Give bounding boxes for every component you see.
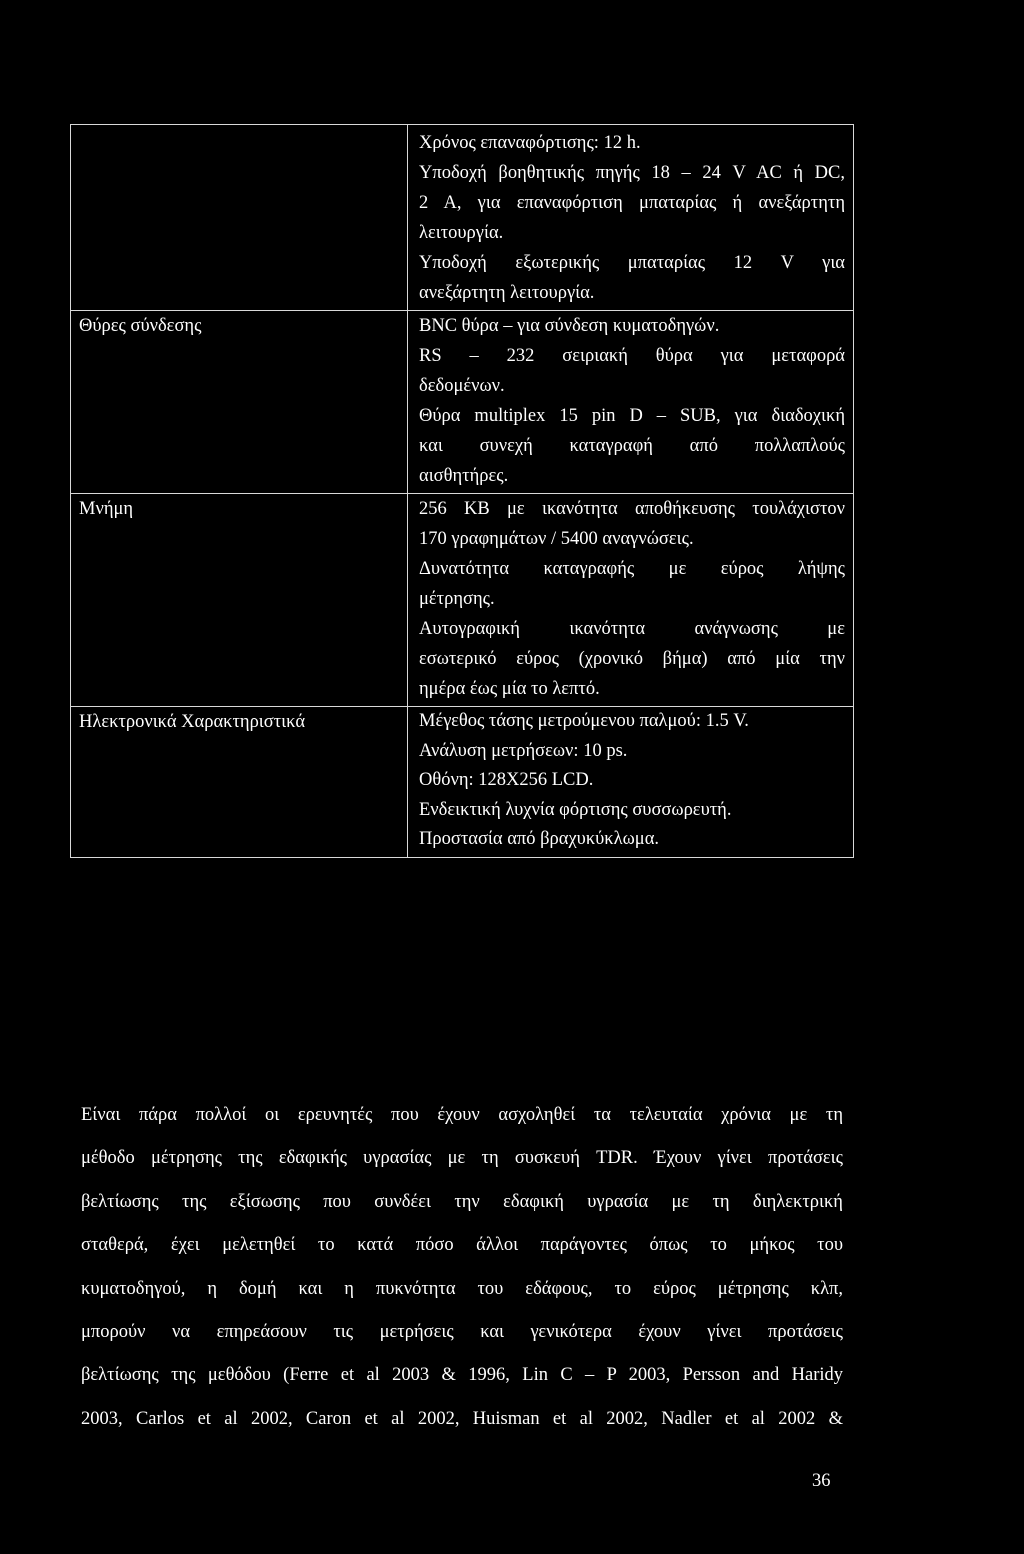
table-row [71, 494, 854, 707]
specifications-table [70, 124, 854, 858]
paragraph-line: βελτίωσης της εξίσωσης που συνδέει την εδαφική υγρασία με τη διηλεκτρική [81, 1191, 843, 1212]
spec-line: 2 A, για επαναφόρτιση μπαταρίας ή ανεξάρτητη [419, 193, 845, 213]
paragraph-line: σταθερά, έχει μελετηθεί το κατά πόσο άλλοι παράγοντες όπως το μήκος του [81, 1235, 843, 1256]
row-label: Ηλεκτρονικά Χαρακτηριστικά [79, 712, 306, 732]
spec-line: Θύρα multiplex 15 pin D – SUB, για διαδοχική [419, 406, 845, 426]
table-row [71, 311, 854, 494]
row-label-cell [71, 707, 408, 858]
paragraph-line: Είναι πάρα πολλοί οι ερευνητές που έχουν ασχοληθεί τα τελευταία χρόνια με τη [81, 1105, 843, 1125]
spec-line: 170 γραφημάτων / 5400 αναγνώσεις. [419, 529, 694, 549]
spec-line: 256 KB με ικανότητα αποθήκευσης τουλάχιστον [419, 499, 845, 519]
spec-line: Αυτογραφική ικανότητα ανάγνωσης με [419, 619, 845, 639]
spec-line: δεδομένων. [419, 376, 505, 396]
row-content-cell [408, 125, 854, 311]
row-label-cell [71, 311, 408, 494]
spec-line: ημέρα έως μία το λεπτό. [419, 679, 600, 699]
spec-line: RS – 232 σειριακή θύρα για μεταφορά [419, 346, 845, 366]
paragraph-line: μέθοδο μέτρησης της εδαφικής υγρασίας με τη συσκευή TDR. Έχουν γίνει προτάσεις [81, 1148, 843, 1169]
spec-line: εσωτερικό εύρος (χρονικό βήμα) από μία την [419, 649, 845, 669]
specifications-table-body [71, 125, 854, 858]
spec-line: Οθόνη: 128X256 LCD. [419, 770, 594, 791]
paragraph-line: βελτίωσης της μεθόδου (Ferre et al 2003 & 1996, Lin C – P 2003, Persson and Haridy [81, 1365, 843, 1386]
paragraph-line: κυματοδηγού, η δομή και η πυκνότητα του εδάφους, το εύρος μέτρησης κλπ, [81, 1278, 843, 1299]
spec-line: Υποδοχή βοηθητικής πηγής 18 – 24 V AC ή DC, [419, 163, 845, 183]
spec-line: Υποδοχή εξωτερικής μπαταρίας 12 V για [419, 253, 845, 273]
row-label-cell [71, 494, 408, 707]
spec-line: BNC θύρα – για σύνδεση κυματοδηγών. [419, 316, 720, 336]
spec-line: ανεξάρτητη λειτουργία. [419, 283, 595, 303]
row-label: Μνήμη [79, 499, 134, 519]
spec-line: Ανάλυση μετρήσεων: 10 ps. [419, 740, 628, 761]
spec-line: αισθητήρες. [419, 466, 509, 486]
paragraph-line: 2003, Carlos et al 2002, Caron et al 2002, Huisman et al 2002, Nadler et al 2002 & [81, 1408, 843, 1429]
spec-line: και συνεχή καταγραφή από πολλαπλούς [419, 436, 845, 456]
row-label: Θύρες σύνδεσης [79, 316, 202, 336]
row-content-cell [408, 494, 854, 707]
spec-line: Προστασία από βραχυκύκλωμα. [419, 829, 660, 850]
spec-line: Δυνατότητα καταγραφής με εύρος λήψης [419, 559, 845, 579]
spec-line: Μέγεθος τάσης μετρούμενου παλμού: 1.5 V. [419, 711, 749, 731]
table-row [71, 707, 854, 858]
row-label-cell [71, 125, 408, 311]
row-content-cell [408, 707, 854, 858]
spec-line: λειτουργία. [419, 223, 504, 243]
spec-line: μέτρησης. [419, 589, 495, 609]
spec-line: Ενδεικτική λυχνία φόρτισης συσσωρευτή. [419, 799, 732, 820]
spec-line: Χρόνος επαναφόρτισης: 12 h. [419, 133, 641, 153]
body-paragraph [81, 1094, 843, 1441]
row-content-cell [408, 311, 854, 494]
table-row [71, 125, 854, 311]
page-number: 36 [812, 1471, 831, 1491]
paragraph-line: μπορούν να επηρεάσουν τις μετρήσεις και γενικότερα έχουν γίνει προτάσεις [81, 1322, 843, 1343]
